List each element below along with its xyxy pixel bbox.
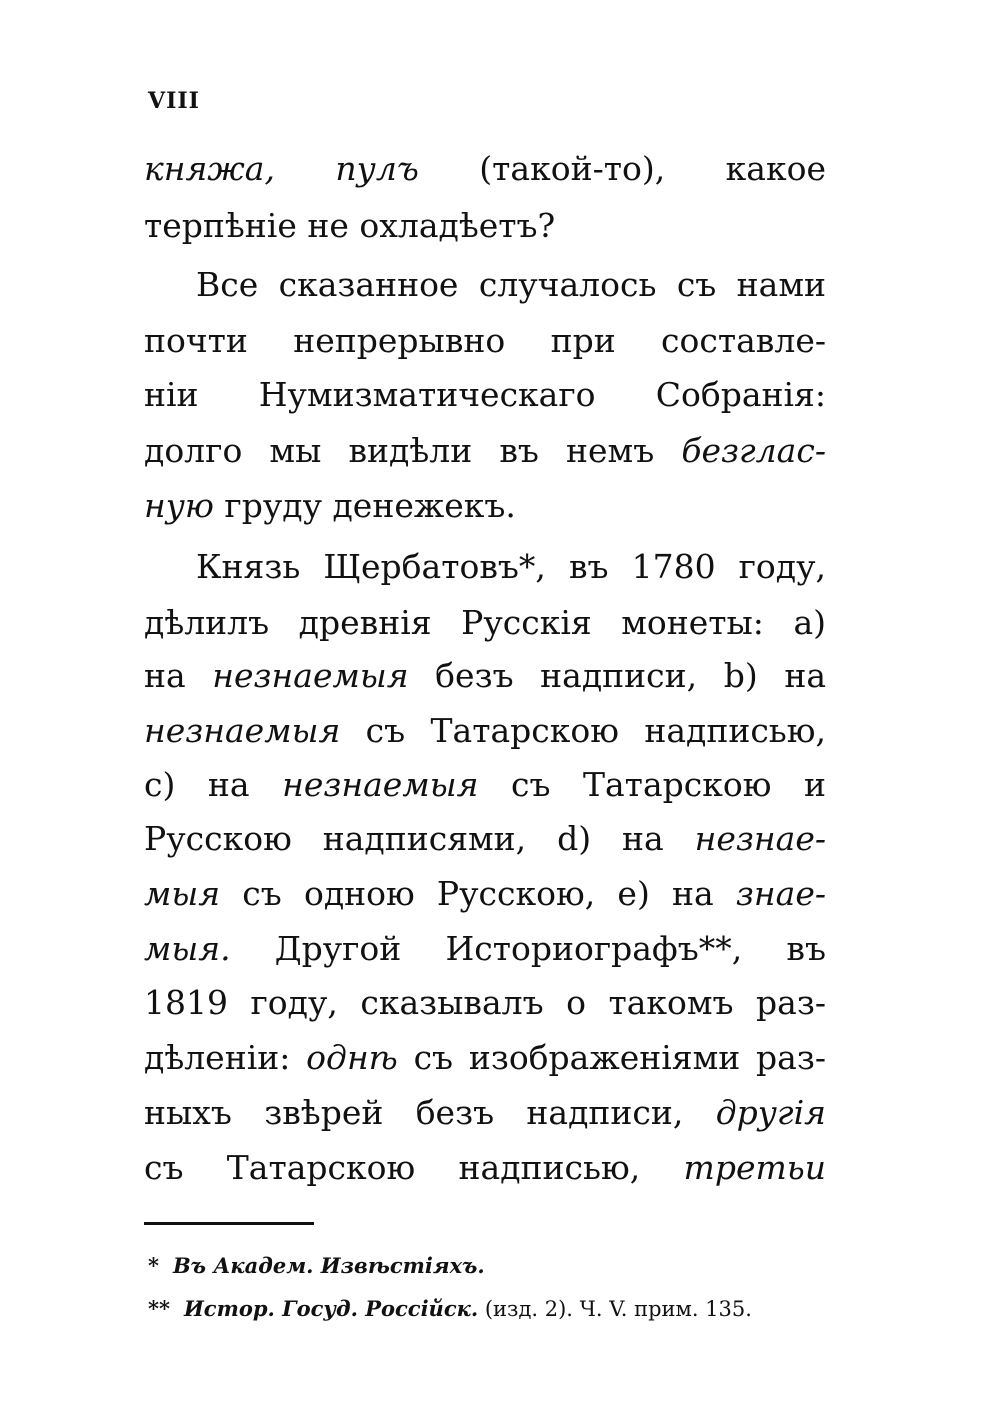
italic-phrase: незнаемыя (212, 656, 409, 695)
footnote-source: Истор. Госуд. Россійск. (183, 1296, 479, 1321)
footnote (148, 1252, 828, 1280)
text-line (144, 483, 826, 529)
text-run: дѣленіи: (144, 1038, 307, 1077)
text-run: съ изображеніями раз- (397, 1038, 826, 1077)
text-line (144, 146, 826, 192)
page-number: VIII (148, 88, 200, 114)
text-line: Князь Щербатовъ*, въ 1780 году, (196, 547, 826, 586)
footnote-text: (изд. 2). Ч. V. прим. 135. (478, 1297, 752, 1321)
text-line (144, 653, 826, 699)
text-run: Другой Историографъ**, въ (230, 929, 826, 968)
text-run: Русскою надписями, d) на (144, 819, 695, 858)
text-line (144, 428, 826, 474)
text-line (144, 1090, 826, 1136)
text-line: дѣлилъ древнія Русскія монеты: а) (144, 603, 826, 642)
text-run: съ Татарскою и (478, 765, 826, 804)
text-run: на (144, 656, 213, 695)
italic-phrase: третьи (683, 1148, 826, 1187)
text-run: ныхъ звѣрей безъ надписи, (144, 1093, 716, 1132)
italic-phrase: незнаемыя (144, 711, 341, 750)
text-line: Все сказанное случалось съ нами (196, 265, 826, 304)
italic-phrase: однѣ (306, 1038, 398, 1077)
footnote-marker: ** (148, 1296, 170, 1321)
italic-phrase: ную (144, 486, 214, 525)
italic-phrase: незнае- (694, 819, 826, 858)
text-run: безъ надписи, b) на (408, 656, 826, 695)
footnote-separator (144, 1222, 314, 1225)
text-line (144, 708, 826, 754)
italic-phrase: мыя. (144, 929, 231, 968)
text-run: (такой-то), какое (418, 149, 826, 188)
text-line (144, 1035, 826, 1081)
text-line (144, 762, 826, 808)
text-run: съ Татарскою надписью, (144, 1148, 684, 1187)
footnote-marker: * (148, 1253, 159, 1278)
text-line: почти непрерывно при составле- (144, 321, 826, 360)
text-run: съ Татарскою надписью, (340, 711, 826, 750)
text-line (144, 871, 826, 917)
text-line: терпѣніе не охладѣетъ? (144, 206, 556, 245)
italic-phrase: безглас- (681, 431, 826, 470)
italic-phrase: знае- (735, 874, 826, 913)
text-run: груду денежекъ. (213, 486, 516, 525)
text-run: съ одною Русскою, е) на (220, 874, 736, 913)
text-line (144, 816, 826, 862)
footnote (148, 1295, 828, 1323)
text-run: с) на (144, 765, 283, 804)
italic-phrase: другія (715, 1093, 826, 1132)
italic-phrase: незнаемыя (282, 765, 479, 804)
text-line (144, 926, 826, 972)
italic-phrase: мыя (144, 874, 221, 913)
italic-phrase: княжа, пулъ (144, 149, 419, 188)
footnote-text: Въ Академ. Извѣстіяхъ. (172, 1253, 485, 1278)
text-line: ніи Нумизматическаго Собранія: (144, 375, 826, 414)
text-line (144, 1145, 826, 1191)
text-line: 1819 году, сказывалъ о такомъ раз- (144, 983, 826, 1022)
text-run: долго мы видѣли въ немъ (144, 431, 682, 470)
